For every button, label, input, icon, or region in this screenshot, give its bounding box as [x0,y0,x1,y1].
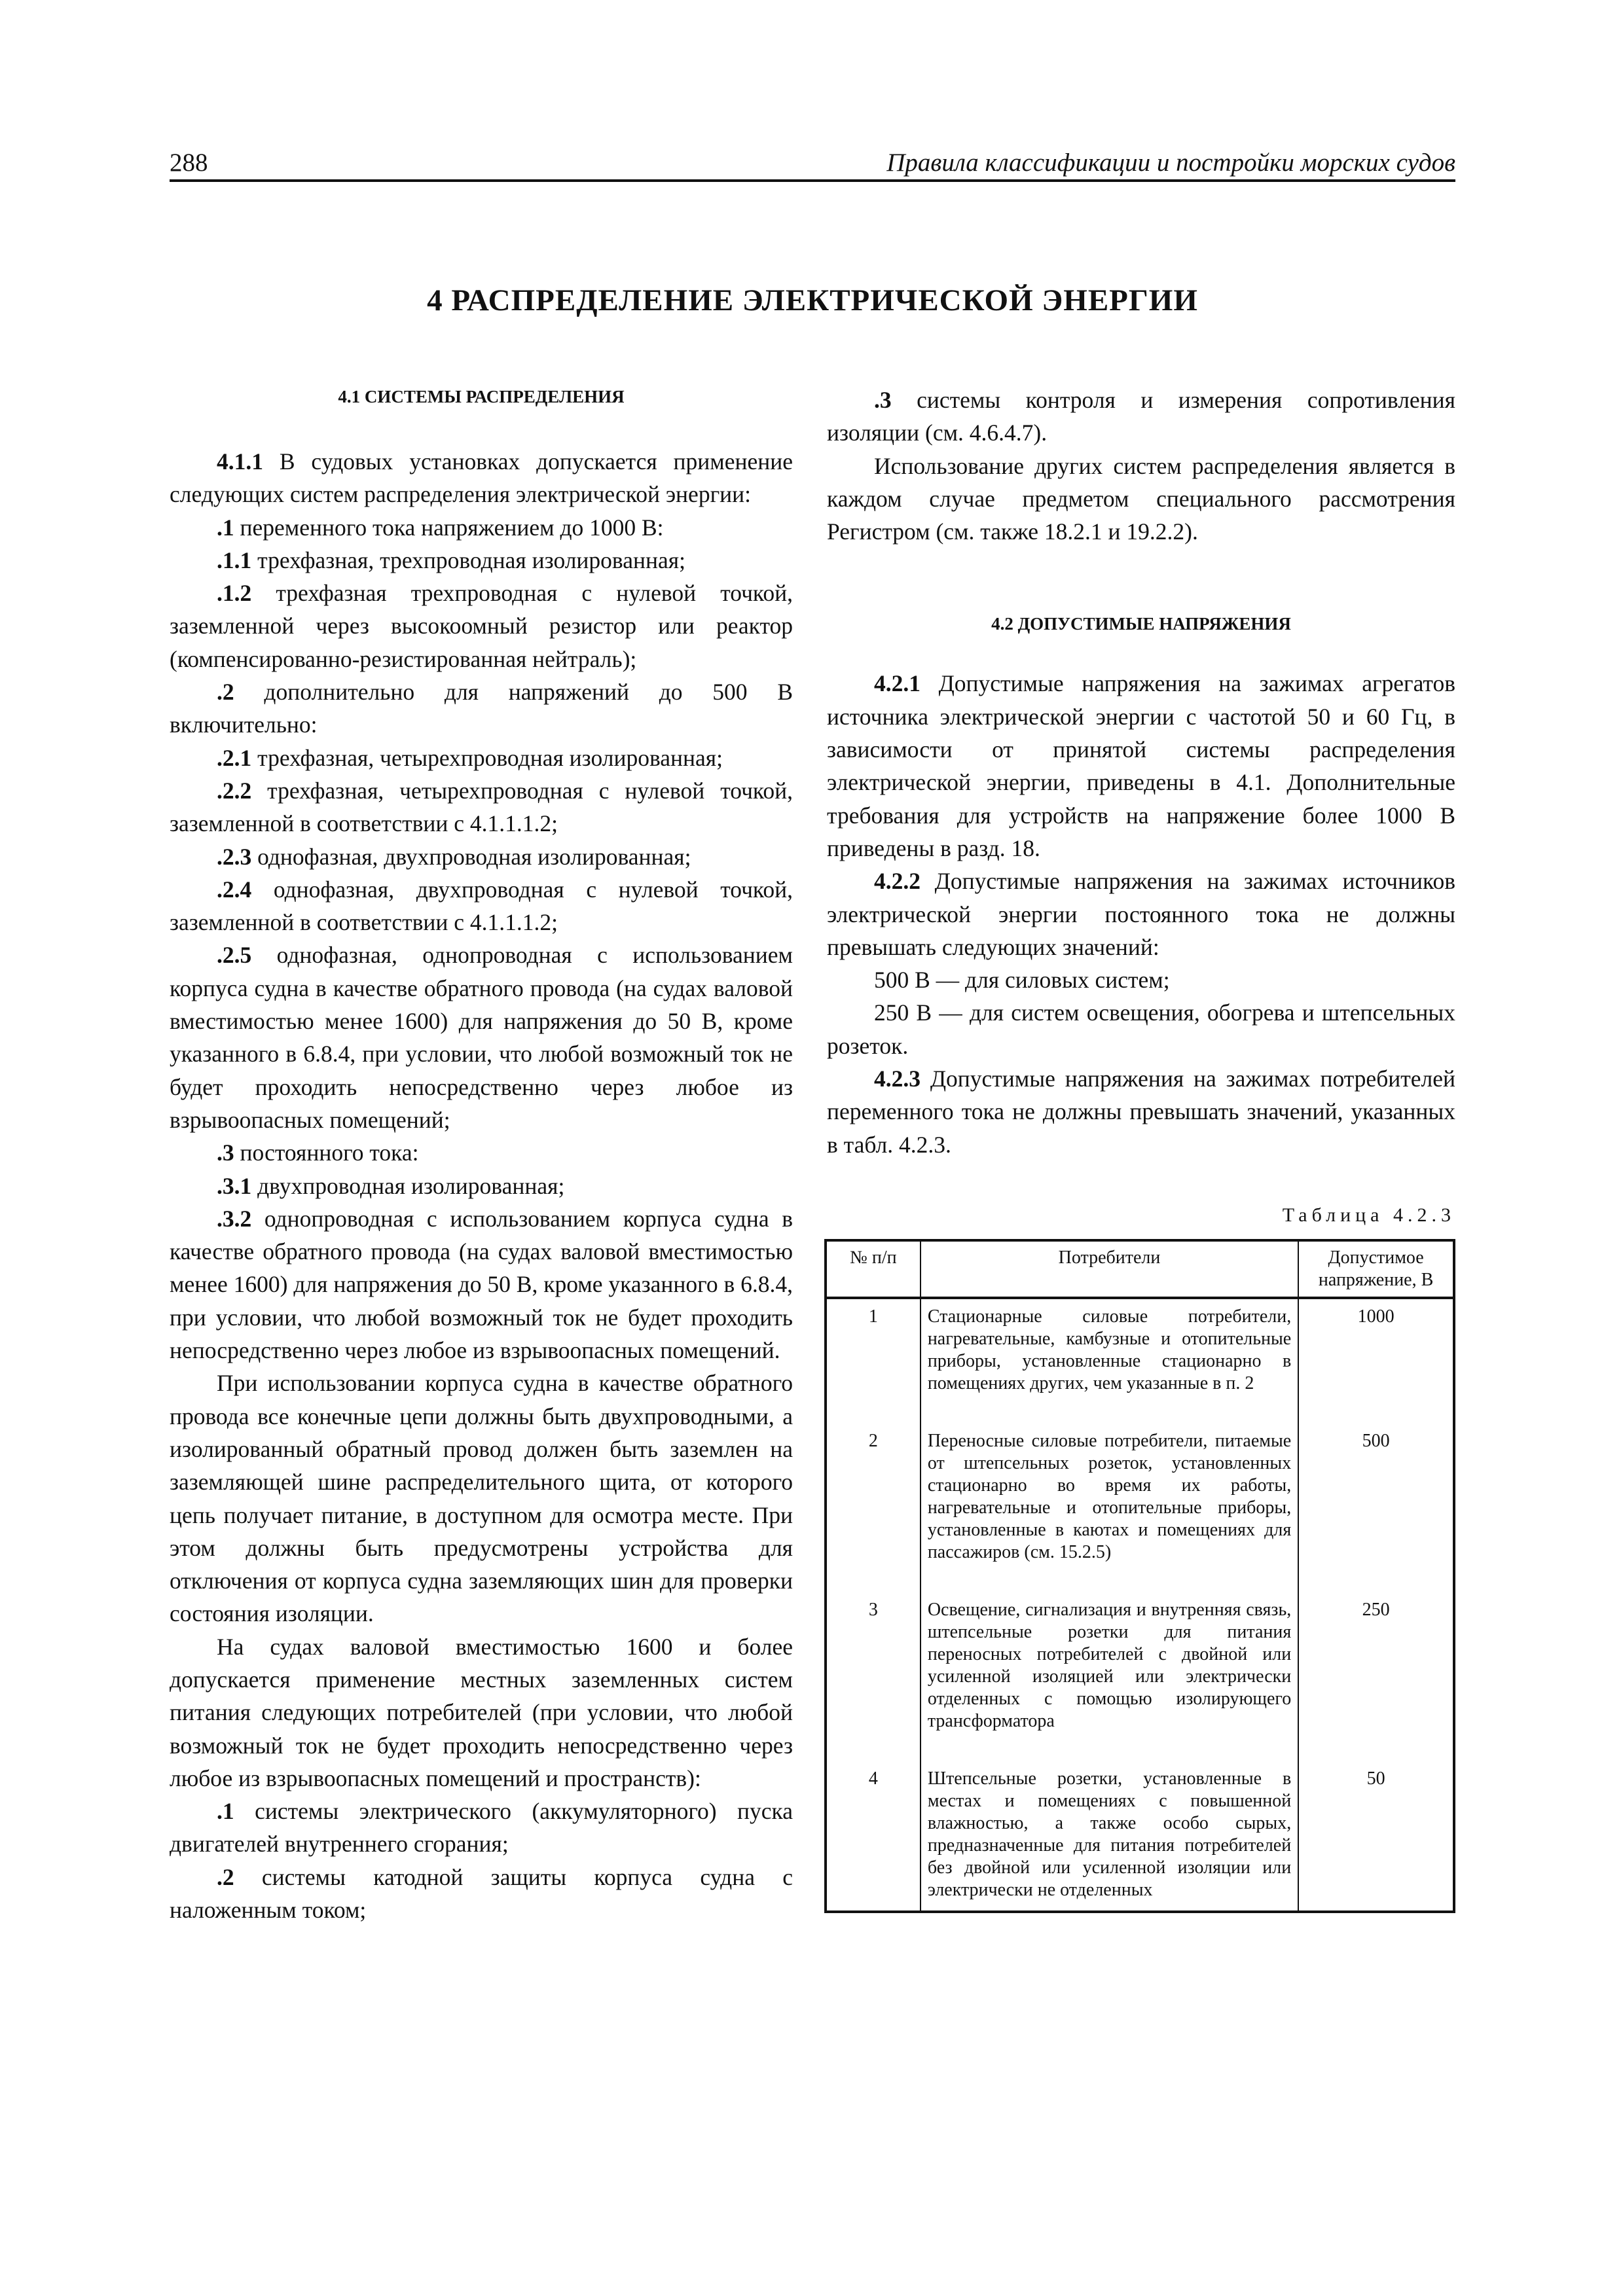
section-heading-4-1: 4.1 СИСТЕМЫ РАСПРЕДЕЛЕНИЯ [338,387,625,406]
voltage-250-line: 250 В — для систем освещения, обогрева и штепсельных розеток. [827,999,1455,1059]
header-voltage: Допустимое напряжение, В [1298,1240,1454,1298]
row-voltage: 250 [1298,1592,1454,1761]
paragraph-4-2-1: 4.2.1 Допустимые напряжения на зажимах агрегатов источника электрической энергии с частотой 50 и 60 Гц, в зависимости от принятой системы распределения электрической энергии, приведены в 4.1. Дополнительные требования для устройств на напряжение более 1000 В приведены в разд. 18. [827,670,1455,861]
paragraph-1600: На судах валовой вместимостью 1600 и более допускается применение местных заземленных систем питания следующих потребителей (при условии, что любой возможный ток не будет проходить непосредственно через любое из взрывоопасных помещений и пространств): [170,1633,793,1791]
table-row [826,1298,1454,1424]
table-caption: Таблица 4.2.3 [1282,1204,1455,1226]
paragraph-4-2-3: 4.2.3 Допустимые напряжения на зажимах потребителей переменного тока не должны превышать значений, указанных в табл. 4.2.3. [827,1066,1455,1158]
header-number: № п/п [826,1240,921,1298]
paragraph-4-1-1: 4.1.1 В судовых установках допускается применение следующих систем распределения электрической энергии: [170,448,793,508]
list-item: .2 системы катодной защиты корпуса судна с наложенным током; [170,1863,793,1924]
row-consumers: Штепсельные розетки, установленные в местах и помещениях с повышенной влажностью, а также особо сырых, предназначенные для питания потребителей без двойной или усиленной изоляции или электрически не отделенных [921,1761,1298,1912]
list-item: .2.4 однофазная, двухпроводная с нулевой точкой, заземленной в соответствии с 4.1.1.1.2; [170,876,793,936]
row-number: 3 [826,1592,921,1761]
row-voltage: 500 [1298,1424,1454,1592]
row-voltage: 50 [1298,1761,1454,1912]
list-item: .1.2 трехфазная трехпроводная с нулевой точкой, заземленной через высокоомный резистор или реактор (компенсированно-резистированная нейтраль); [170,580,793,672]
voltage-table [824,1239,1455,1913]
page-number: 288 [170,149,208,177]
list-item: .2.5 однофазная, однопроводная с использованием корпуса судна в качестве обратного провода (на судах валовой вместимостью менее 1600) для напряжения до 50 В, кроме указанного в 6.8.4, при условии, что любой возможный ток не будет проходить непосредственно через любое из взрывоопасных помещений; [170,942,793,1133]
row-number: 2 [826,1424,921,1592]
header-rule [170,179,1455,182]
paragraph-hull-return: При использовании корпуса судна в качестве обратного провода все конечные цепи должны быть двухпроводными, а изолированный обратный провод должен быть заземлен на заземляющей шине распределительного щита, от которого цепь получает питание, в доступном для осмотра месте. При этом должны быть предусмотрены устройства для отключения от корпуса судна заземляющих шин для проверки состояния изоляции. [170,1370,793,1627]
list-item: .3 постоянного тока: [217,1139,419,1166]
paragraph-4-2-2: 4.2.2 Допустимые напряжения на зажимах источников электрической энергии постоянного тока не должны превышать следующих значений: [827,868,1455,960]
right-column [827,384,1455,1161]
list-item: .2 дополнительно для напряжений до 500 В включительно: [170,679,793,738]
voltage-500-line: 500 В — для силовых систем; [874,967,1170,994]
row-number: 4 [826,1761,921,1912]
list-item: .1 переменного тока напряжением до 1000 В: [217,514,664,541]
clause-number: 4.1.1 [217,448,263,475]
row-consumers: Освещение, сигнализация и внутренняя связь, штепсельные розетки для питания переносных потребителей с двойной или усиленной изоляцией или электрически отделенных с помощью изолирующего трансформатора [921,1592,1298,1761]
table-header-row [826,1240,1454,1298]
paragraph-other-systems: Использование других систем распределения является в каждом случае предметом специального рассмотрения Регистром (см. также 18.2.1 и 19.2.2). [827,452,1455,545]
list-item: .2.3 однофазная, двухпроводная изолированная; [217,843,691,870]
row-consumers: Переносные силовые потребители, питаемые от штепсельных розеток, установленных стационарно во время их работы, нагревательные и отопительные приборы, установленные в каютах и помещениях для пассажиров (см. 15.2.5) [921,1424,1298,1592]
list-item: .2.2 трехфазная, четырехпроводная с нулевой точкой, заземленной в соответствии с 4.1.1.1.2; [170,777,793,837]
table-row [826,1424,1454,1592]
list-item: .2.1 трехфазная, четырехпроводная изолированная; [217,744,723,771]
table-row [826,1592,1454,1761]
page-header [170,148,1455,178]
left-column [170,384,793,1926]
chapter-title: 4 РАСПРЕДЕЛЕНИЕ ЭЛЕКТРИЧЕСКОЙ ЭНЕРГИИ [427,283,1198,317]
list-item: .3 системы контроля и измерения сопротивления изоляции (см. 4.6.4.7). [827,387,1455,446]
list-item: .1 системы электрического (аккумуляторного) пуска двигателей внутреннего сгорания; [170,1798,793,1857]
list-item: .3.2 однопроводная с использованием корпуса судна в качестве обратного провода (на судах валовой вместимостью менее 1600) для напряжения до 50 В, кроме указанного в 6.8.4, при условии, что любой возможный ток не будет проходить непосредственно через любое из взрывоопасных помещений. [170,1205,793,1364]
list-item: .1.1 трехфазная, трехпроводная изолированная; [217,547,685,573]
section-heading-4-2: 4.2 ДОПУСТИМЫЕ НАПРЯЖЕНИЯ [991,614,1291,634]
row-number: 1 [826,1298,921,1424]
list-item: .3.1 двухпроводная изолированная; [217,1172,565,1199]
row-consumers: Стационарные силовые потребители, нагревательные, камбузные и отопительные приборы, установленные стационарно в помещениях других, чем указанные в п. 2 [921,1298,1298,1424]
row-voltage: 1000 [1298,1298,1454,1424]
header-consumers: Потребители [921,1240,1298,1298]
table-row [826,1761,1454,1912]
running-title: Правила классификации и постройки морских судов [886,149,1455,177]
